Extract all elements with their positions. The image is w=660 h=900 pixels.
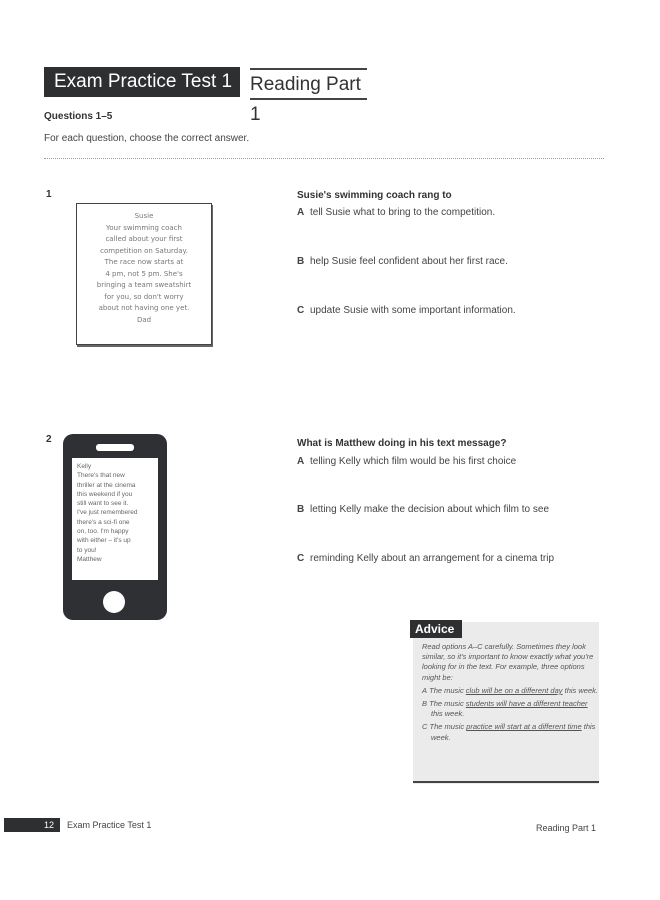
note-card [76,203,212,345]
advice-example: C The music practice will start at a different time this week. [422,722,596,742]
advice-example: B The music students will have a different teacher this week. [422,699,588,719]
phone-home-button-icon [103,591,125,613]
message-line: Kelly [77,463,92,470]
dotted-divider [44,158,604,159]
option-a[interactable]: A tell Susie what to bring to the competition. [297,207,496,218]
option-b[interactable]: B help Susie feel confident about her first race. [297,256,508,267]
section-title: Questions 1–5 [44,111,113,122]
option-a[interactable]: A telling Kelly which film would be his first choice [297,456,517,467]
note-line: competition on Saturday. [100,246,188,255]
message-line: there's a sci-fi one [77,518,130,526]
footer-right-label: Reading Part 1 [536,823,597,833]
section-instruction: For each question, choose the correct answer. [44,133,250,144]
phone-speaker-icon [96,444,134,451]
message-line: to you! [77,546,97,554]
message-line: Matthew [77,555,102,563]
note-line: 4 pm, not 5 pm. She's [105,269,183,278]
note-line: bringing a team sweatshirt [96,281,192,289]
note-line: Your swimming coach [106,223,182,232]
test-title-banner: Exam Practice Test 1 [44,67,240,97]
option-c[interactable]: C update Susie with some important information. [297,305,516,316]
page-number: 12 [4,818,60,832]
option-c[interactable]: C reminding Kelly about an arrangement for a cinema trip [297,553,555,564]
message-line: on, too. I'm happy [77,528,129,536]
question-stem: Susie's swimming coach rang to [297,190,452,201]
note-line: for you, so don't worry [104,292,184,301]
message-line: with either – it's up [77,537,131,545]
phone-illustration [63,434,167,620]
advice-divider [413,781,599,783]
message-line: still want to see it. [77,500,129,508]
message-line: I've just remembered [77,509,138,517]
question-number: 2 [46,434,52,445]
advice-title: Advice [410,620,462,638]
advice-example: A The music club will be on a different day this week. [422,685,598,695]
note-line: about not having one yet. [98,304,190,312]
footer-left-label: Exam Practice Test 1 [67,820,152,830]
question-stem: What is Matthew doing in his text message? [297,438,507,449]
question-number: 1 [46,189,52,200]
advice-intro: Read options A–C carefully. Sometimes they look similar, so it's important to know exactly what you're looking for in the text. For example, three options might be: [422,642,594,682]
note-line: called about your first [105,235,183,243]
option-b[interactable]: B letting Kelly make the decision about which film to see [297,504,550,515]
note-line: Dad [136,315,152,324]
advice-body [422,642,598,743]
part-title: Reading Part 1 [250,68,367,100]
message-line: thriller at the cinema [77,481,136,489]
phone-message [72,458,158,580]
note-line: The race now starts at [104,258,184,266]
message-line: There's that new [77,472,125,480]
note-line: Susie [134,212,154,220]
message-line: this weekend if you [77,490,133,498]
